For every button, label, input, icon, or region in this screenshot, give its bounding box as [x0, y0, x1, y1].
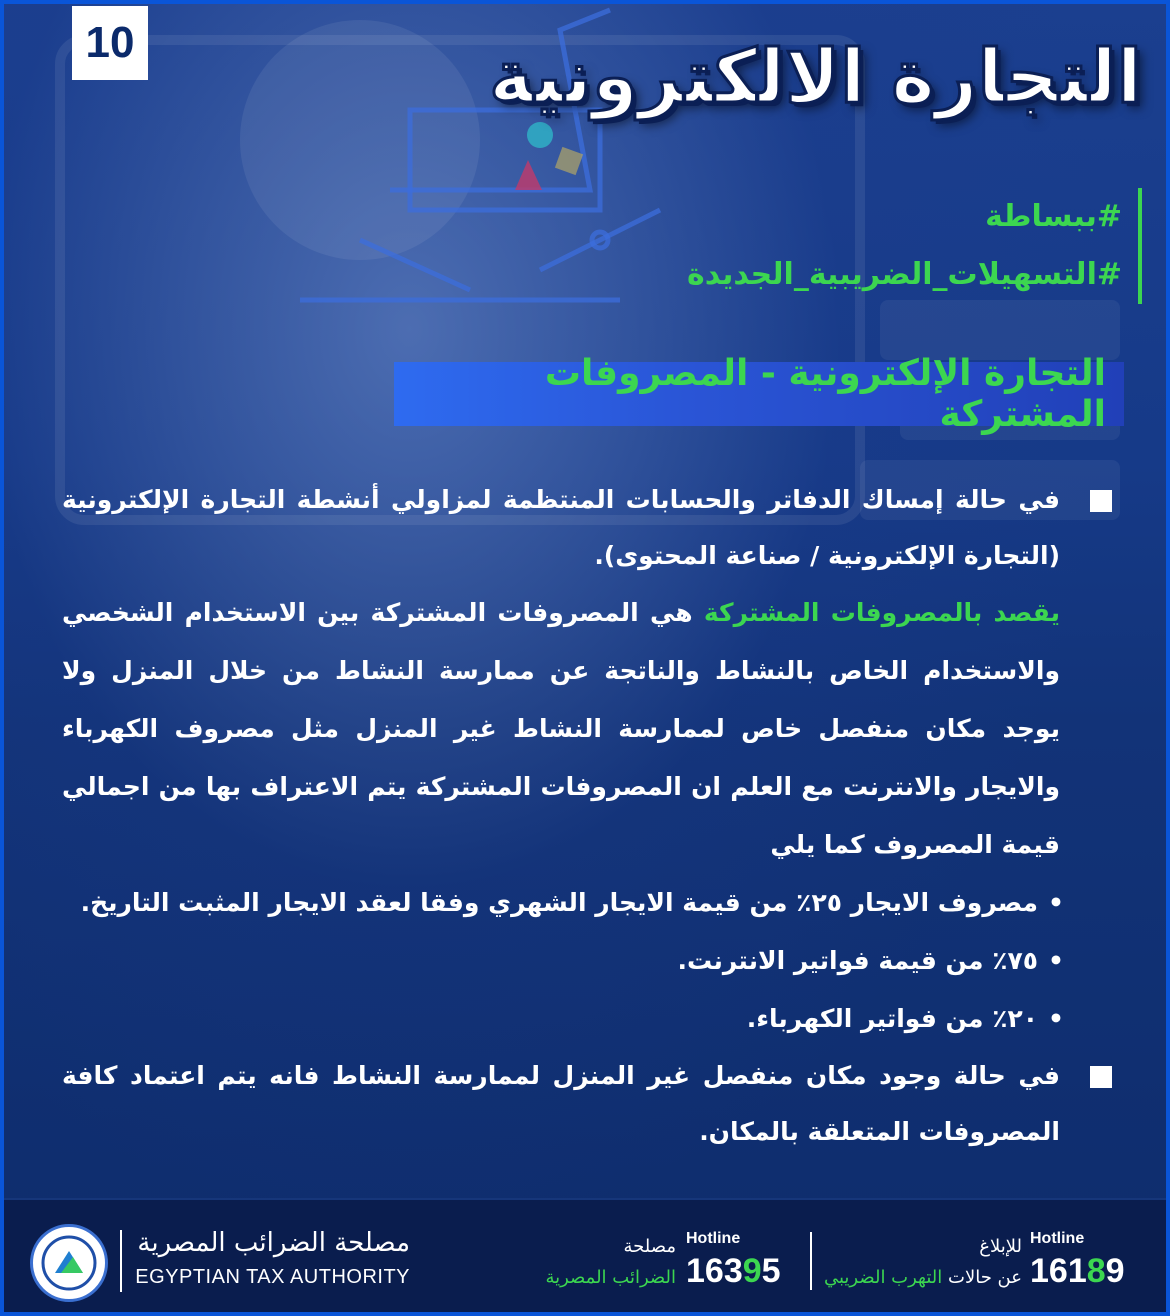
hashtag-group [687, 188, 1142, 304]
hotline-digits: 161 [1030, 1252, 1087, 1290]
list-item-books-accounts: في حالة إمساك الدفاتر والحسابات المنتظمة لمزاولي أنشطة التجارة الإلكترونية (التجارة الإلكترونية / صناعة المحتوى). [62, 472, 1112, 584]
section-title: التجارة الإلكترونية - المصروفات المشتركة [544, 353, 1106, 435]
authority-name-ar: مصلحة الضرائب المصرية [137, 1228, 410, 1258]
hotline-digit-green: 9 [742, 1252, 762, 1290]
hotline-line1: مصلحة [623, 1236, 676, 1257]
footer [0, 1198, 1170, 1316]
hotline-line2 [820, 1267, 1022, 1288]
hotline-label: Hotline [686, 1230, 741, 1247]
page-number: 10 [72, 6, 148, 80]
hashtag[interactable]: #التسهيلات_الضريبية_الجديدة [687, 257, 1122, 292]
eta-logo-icon [30, 1224, 108, 1302]
hotline-line1: للإبلاغ [979, 1236, 1022, 1257]
hotline-16189-number-block[interactable] [1030, 1230, 1125, 1291]
hotline-digits: 163 [686, 1252, 743, 1290]
footer-logo-divider [120, 1230, 122, 1292]
main-title: التجارة الالكترونية [489, 34, 1142, 120]
hotline-line2-prefix: عن حالات [942, 1267, 1022, 1288]
bullet-item-rent: • مصروف الايجار ٢٥٪ من قيمة الايجار الشهري وفقا لعقد الايجار المثبت التاريخ. [62, 874, 1038, 932]
hotline-16189-text [820, 1230, 1022, 1288]
hotline-number [1030, 1252, 1125, 1291]
bullet-item-electricity: • ٢٠٪ من فواتير الكهرباء. [62, 990, 1038, 1048]
hotline-number [686, 1252, 781, 1291]
shared-expenses-paragraph [62, 584, 1112, 874]
expense-bullet-list [62, 874, 1112, 1048]
hotline-line2-green: التهرب الضريبي [823, 1267, 943, 1288]
pyramid-logo-icon [41, 1235, 97, 1291]
bullet-item-internet: • ٧٥٪ من قيمة فواتير الانترنت. [62, 932, 1038, 990]
section-title-bar [394, 353, 1124, 435]
footer-hotline-divider [810, 1232, 812, 1290]
list-item-separate-place: في حالة وجود مكان منفصل غير المنزل لممارسة النشاط فانه يتم اعتماد كافة المصروفات المتعلقة بالمكان. [62, 1048, 1112, 1160]
hashtag[interactable]: #ببساطة [985, 199, 1122, 234]
hotline-line2: الضرائب المصرية [545, 1267, 676, 1288]
paragraph-text: هي المصروفات المشتركة بين الاستخدام الشخصي والاستخدام الخاص بالنشاط والناتجة عن ممارسة النشاط من خلال المنزل ولا يوجد مكان منفصل خاص لممارسة النشاط غير المنزل مثل مصروف الكهرباء والايجار والانترنت مع العلم ان المصروفات المشتركة يتم الاعتراف بها من اجمالي قيمة المصروف كما يلي [62, 598, 1060, 859]
highlighted-term: يقصد بالمصروفات المشتركة [703, 598, 1060, 627]
hotline-16395-text [540, 1230, 676, 1288]
hotline-16395-number-block[interactable] [686, 1230, 781, 1291]
hotline-digits: 9 [1105, 1252, 1125, 1290]
authority-name-en: EGYPTIAN TAX AUTHORITY [135, 1266, 410, 1288]
hotline-digits: 5 [761, 1252, 781, 1290]
content-body [62, 472, 1112, 1160]
hotline-digit-green: 8 [1086, 1252, 1106, 1290]
hotline-label: Hotline [1030, 1230, 1085, 1247]
